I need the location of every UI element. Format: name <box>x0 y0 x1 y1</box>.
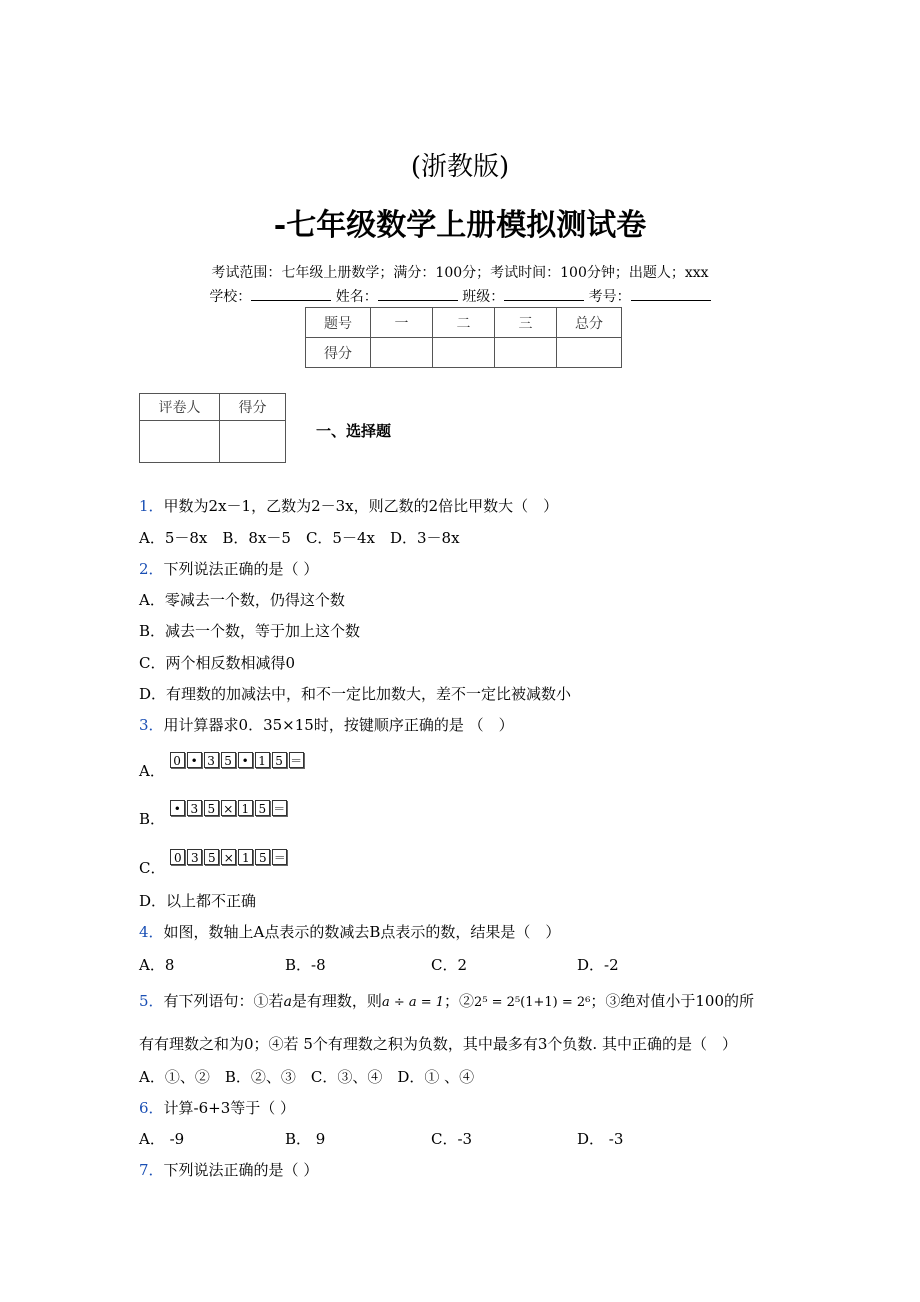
page-title: -七年级数学上册模拟测试卷 <box>273 208 647 243</box>
option-a <box>139 752 304 781</box>
question-6 <box>139 1097 295 1118</box>
school-blank[interactable] <box>251 288 331 301</box>
option-b: B．减去一个数，等于加上这个数 <box>139 622 361 640</box>
calculator-key: • <box>238 752 253 768</box>
math-formula: a ÷ a = 1 <box>381 995 445 1010</box>
key-sequence <box>170 849 287 865</box>
score-table <box>305 307 622 368</box>
option-b <box>139 800 287 829</box>
option-c: C．-3 <box>431 1130 473 1148</box>
option-label: C． <box>139 859 166 877</box>
option-d: D．以上都不正确 <box>139 892 257 910</box>
question-text: 下列说法正确的是（ ） <box>163 560 319 578</box>
calculator-key: 3 <box>204 752 219 768</box>
calculator-key: 5 <box>272 752 287 768</box>
question-number: 7． <box>139 1161 164 1179</box>
calculator-key: • <box>187 752 202 768</box>
score-header-cell: 题号 <box>306 308 371 338</box>
score-header-cell: 三 <box>495 308 557 338</box>
option-label: A． <box>139 762 165 780</box>
question-7 <box>139 1159 318 1180</box>
class-label: 班级： <box>462 289 505 305</box>
option-label: B． <box>139 810 166 828</box>
score-row-label: 得分 <box>306 338 371 368</box>
grader-score-cell[interactable] <box>220 421 286 463</box>
calculator-key: 3 <box>187 800 202 816</box>
question-text: ；② <box>444 992 475 1010</box>
question-text: 如图，数轴上A点表示的数减去B点表示的数，结果是（ ） <box>163 923 561 941</box>
question-5-options: A．①、② B．②、③ C．③、④ D．① 、④ <box>139 1068 475 1086</box>
key-sequence <box>170 752 304 768</box>
score-header-cell: 二 <box>433 308 495 338</box>
grader-header: 评卷人 <box>140 394 220 421</box>
key-sequence <box>170 800 287 816</box>
option-d: D．有理数的加减法中，和不一定比加数大，差不一定比被减数小 <box>139 685 572 703</box>
option-c: C．2 <box>431 956 468 974</box>
name-blank[interactable] <box>378 288 458 301</box>
question-3 <box>139 714 514 735</box>
question-2 <box>139 558 318 579</box>
school-label: 学校： <box>209 289 252 305</box>
calculator-key: • <box>170 800 185 816</box>
question-text: 下列说法正确的是（ ） <box>163 1161 319 1179</box>
math-variable: a <box>283 994 292 1010</box>
option-a: A．8 <box>139 956 175 974</box>
calculator-key: 5 <box>221 752 236 768</box>
option-c: C．两个相反数相减得0 <box>139 654 296 672</box>
question-1-options: A．5－8x B．8x－5 C．5－4x D．3－8x <box>139 529 460 547</box>
question-number: 3． <box>139 716 164 734</box>
question-4-options <box>139 954 723 975</box>
question-number: 2． <box>139 560 164 578</box>
grader-table <box>139 393 286 463</box>
class-blank[interactable] <box>504 288 584 301</box>
calculator-key: 1 <box>238 849 253 865</box>
calculator-key: ＝ <box>273 802 286 816</box>
grader-score-header: 得分 <box>220 394 286 421</box>
calculator-key: ＝ <box>273 851 286 865</box>
section-heading: 一、选择题 <box>316 422 392 440</box>
question-number: 5． <box>139 992 164 1010</box>
calculator-key: 5 <box>255 800 270 816</box>
calculator-key: × <box>221 849 236 865</box>
question-text: 是有理数，则 <box>291 992 382 1010</box>
exam-info: 考试范围：七年级上册数学；满分：100分；考试时间：100分钟；出题人；xxx <box>211 265 709 281</box>
score-cell[interactable] <box>557 338 622 368</box>
score-cell[interactable] <box>433 338 495 368</box>
score-header-cell: 总分 <box>557 308 622 338</box>
question-text: 甲数为2x－1，乙数为2－3x，则乙数的2倍比甲数大（ ） <box>163 497 559 515</box>
calculator-key: 5 <box>255 849 270 865</box>
question-5-line2: 有有理数之和为0；④若 5个有理数之积为负数，其中最多有3个负数. 其中正确的是（ ） <box>139 1035 737 1053</box>
question-number: 1． <box>139 497 164 515</box>
option-d: D． -3 <box>577 1130 624 1148</box>
calculator-key: 1 <box>255 752 270 768</box>
question-6-options <box>139 1128 723 1149</box>
edition-label: (浙教版) <box>410 152 510 182</box>
option-a: A．零减去一个数，仍得这个数 <box>139 591 345 609</box>
grader-cell[interactable] <box>140 421 220 463</box>
calculator-key: 3 <box>187 849 202 865</box>
question-text: ；③绝对值小于100的所 <box>590 992 755 1010</box>
math-formula: 2⁵ = 2⁵(1+1) = 2⁶ <box>474 995 591 1010</box>
calculator-key: 5 <box>204 849 219 865</box>
calculator-key: 5 <box>204 800 219 816</box>
question-number: 6． <box>139 1099 164 1117</box>
student-info-line <box>0 286 920 306</box>
option-a: A． -9 <box>139 1130 185 1148</box>
question-number: 4． <box>139 923 164 941</box>
option-d: D．-2 <box>577 956 619 974</box>
calculator-key: 0 <box>170 752 185 768</box>
score-header-cell: 一 <box>371 308 433 338</box>
calculator-key: × <box>221 800 236 816</box>
option-b: B． 9 <box>285 1130 326 1148</box>
question-1 <box>139 495 558 516</box>
score-cell[interactable] <box>495 338 557 368</box>
id-label: 考号： <box>588 289 631 305</box>
question-text: 用计算器求0．35×15时，按键顺序正确的是 （ ） <box>163 716 514 734</box>
option-b: B．-8 <box>285 956 326 974</box>
calculator-key: 0 <box>170 849 185 865</box>
question-text: 有下列语句：①若 <box>163 992 284 1010</box>
id-blank[interactable] <box>631 288 711 301</box>
calculator-key: ＝ <box>290 754 303 768</box>
score-cell[interactable] <box>371 338 433 368</box>
calculator-key: 1 <box>238 800 253 816</box>
option-c <box>139 849 287 878</box>
name-label: 姓名： <box>335 289 378 305</box>
question-text: 计算-6+3等于（ ） <box>163 1099 296 1117</box>
question-4 <box>139 921 560 942</box>
question-5 <box>139 990 754 1011</box>
